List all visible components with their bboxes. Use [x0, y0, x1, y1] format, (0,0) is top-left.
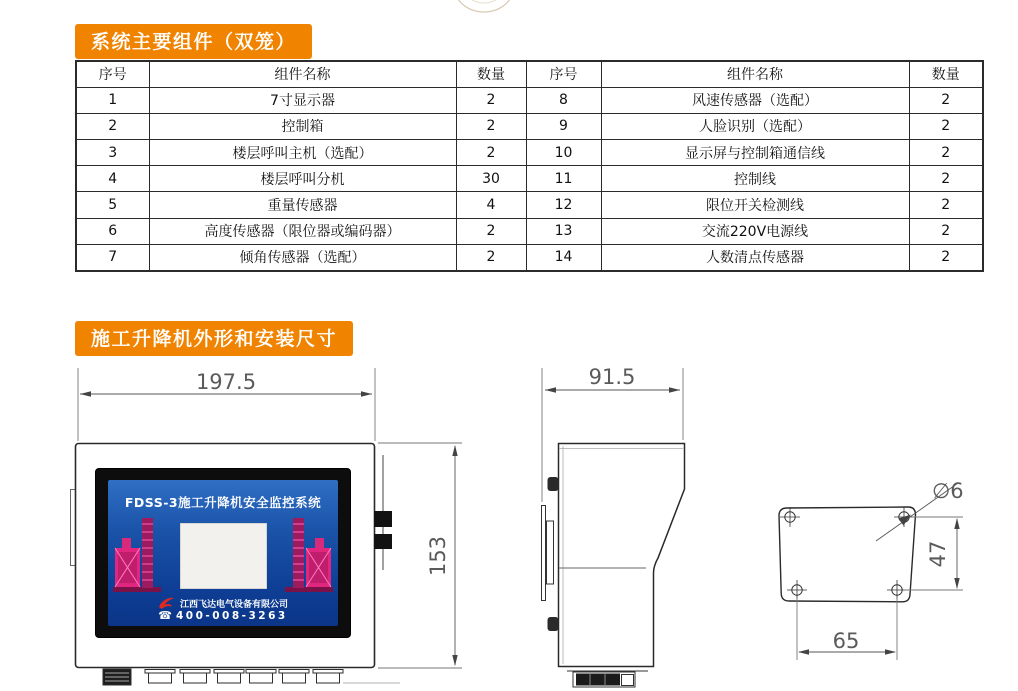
table-cell: 11 — [526, 166, 601, 192]
table-row — [76, 113, 983, 139]
hole-dia-label: ∅6 — [932, 479, 964, 503]
table-header-cell: 序号 — [76, 61, 149, 87]
table-cell: 楼层呼叫主机（选配） — [149, 140, 456, 166]
table-cell: 5 — [76, 192, 149, 218]
arrow — [80, 391, 91, 397]
mount-plate-view — [779, 479, 964, 660]
table-cell: 2 — [456, 140, 526, 166]
front-knob-1 — [374, 511, 392, 527]
table-cell: 2 — [456, 113, 526, 139]
table-cell: 9 — [526, 113, 601, 139]
arrow — [545, 387, 556, 393]
front-height-label: 153 — [426, 535, 450, 577]
table-cell: 重量传感器 — [149, 192, 456, 218]
mount-plate-outline — [779, 507, 916, 602]
table-header-cell: 序号 — [526, 61, 601, 87]
hoist-graphic-left — [112, 516, 162, 594]
side-mount-plate — [542, 506, 546, 601]
table-cell: 限位开关检测线 — [601, 192, 909, 218]
front-width-label: 197.5 — [195, 370, 257, 394]
arrow — [452, 445, 457, 456]
side-bottom-connector — [567, 671, 648, 687]
table-cell: 12 — [526, 192, 601, 218]
side-knob-2 — [548, 617, 559, 631]
arrow — [954, 518, 959, 529]
hole-v-spacing-label: 47 — [926, 540, 950, 568]
table-cell: 2 — [909, 192, 983, 218]
table-cell: 倾角传感器（选配） — [149, 244, 456, 270]
arrow — [954, 578, 959, 589]
phone-icon: ☎ — [158, 609, 172, 622]
table-cell: 4 — [456, 192, 526, 218]
table-cell: 4 — [76, 166, 149, 192]
table-row — [76, 166, 983, 192]
table-cell: 2 — [456, 244, 526, 270]
arrow — [798, 649, 809, 655]
table-cell: 8 — [526, 87, 601, 113]
table-row — [76, 140, 983, 166]
phone-row — [108, 609, 338, 622]
section-title-components: 系统主要组件（双笼） — [75, 24, 312, 59]
table-cell: 2 — [456, 87, 526, 113]
hoist-graphic-right — [284, 516, 334, 594]
arrow — [361, 391, 372, 397]
table-cell: 楼层呼叫分机 — [149, 166, 456, 192]
arrow — [885, 649, 896, 655]
table-cell: 6 — [76, 218, 149, 244]
table-cell: 2 — [909, 244, 983, 270]
front-bottom-connectors — [103, 669, 400, 685]
table-cell: 10 — [526, 140, 601, 166]
table-header-row — [76, 61, 983, 87]
table-row — [76, 218, 983, 244]
table-cell: 2 — [909, 140, 983, 166]
table-cell: 7 — [76, 244, 149, 270]
front-knob-2 — [374, 534, 392, 549]
watermark-arc — [454, 0, 514, 12]
device-screen — [108, 480, 338, 626]
section-title-dimensions: 施工升降机外形和安装尺寸 — [75, 321, 353, 356]
table-header-cell: 数量 — [909, 61, 983, 87]
table-cell: 14 — [526, 244, 601, 270]
table-cell: 2 — [909, 113, 983, 139]
table-cell: 风速传感器（选配） — [601, 87, 909, 113]
table-cell: 控制箱 — [149, 113, 456, 139]
table-cell: 13 — [526, 218, 601, 244]
side-outline — [559, 444, 685, 667]
phone-number: 400-008-3263 — [175, 609, 288, 622]
arrow — [452, 655, 457, 666]
table-row — [76, 192, 983, 218]
table-cell: 3 — [76, 140, 149, 166]
side-depth-label: 91.5 — [588, 365, 636, 389]
table-row — [76, 244, 983, 270]
table-cell: 2 — [76, 113, 149, 139]
company-name: 江西飞达电气设备有限公司 — [179, 600, 288, 610]
table-cell: 1 — [76, 87, 149, 113]
table-cell: 2 — [909, 218, 983, 244]
table-header-cell: 数量 — [456, 61, 526, 87]
table-cell: 控制线 — [601, 166, 909, 192]
table-cell: 2 — [909, 87, 983, 113]
table-cell: 高度传感器（限位器或编码器） — [149, 218, 456, 244]
table-header-cell: 组件名称 — [149, 61, 456, 87]
screen-center-panel — [180, 523, 267, 589]
components-table — [75, 60, 984, 272]
table-row — [76, 87, 983, 113]
table-cell: 30 — [456, 166, 526, 192]
table-cell: 交流220V电源线 — [601, 218, 909, 244]
table-cell: 人数清点传感器 — [601, 244, 909, 270]
table-cell: 人脸识别（选配） — [601, 113, 909, 139]
side-view — [542, 365, 685, 687]
arrow — [669, 387, 680, 393]
table-cell: 2 — [909, 166, 983, 192]
table-header-cell: 组件名称 — [601, 61, 909, 87]
table-cell: 2 — [456, 218, 526, 244]
screen-title: FDSS-3施工升降机安全监控系统 — [124, 495, 322, 510]
side-knob-1 — [548, 477, 559, 491]
hole-h-spacing-label: 65 — [832, 629, 860, 653]
table-cell: 显示屏与控制箱通信线 — [601, 140, 909, 166]
table-cell: 7寸显示器 — [149, 87, 456, 113]
